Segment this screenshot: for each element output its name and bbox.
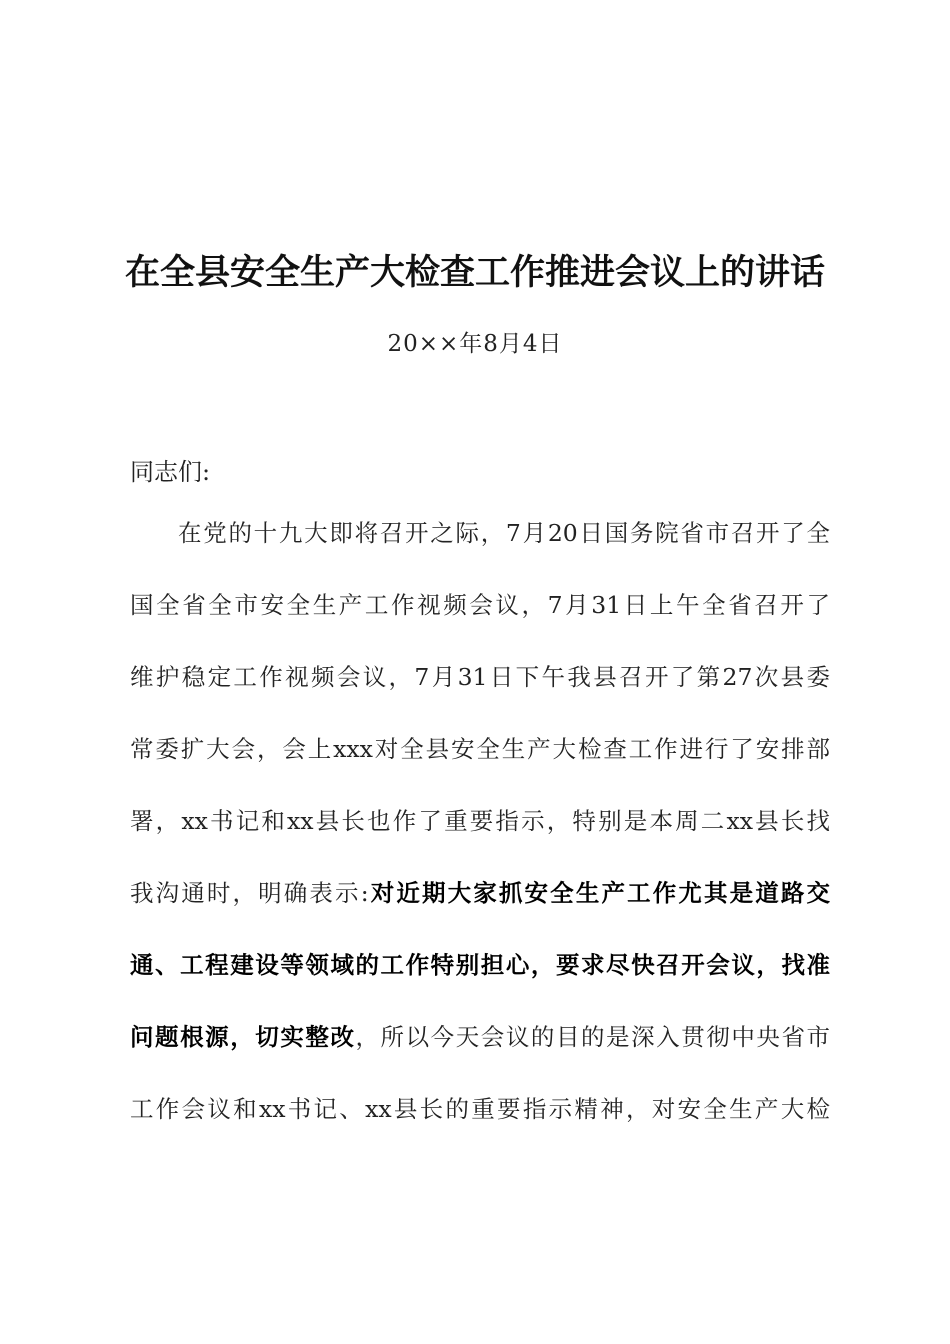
line-text: 在党的十九大即将召开之际，7月20日国务院省市召开了全 — [178, 519, 830, 547]
paragraph-line — [130, 867, 830, 939]
paragraph-line — [130, 579, 830, 651]
paragraph-line — [130, 1083, 830, 1155]
paragraph-line — [130, 795, 830, 867]
line-text: 我沟通时，明确表示: — [130, 879, 369, 907]
paragraph-line — [130, 1011, 830, 1083]
paragraph-line — [130, 651, 830, 723]
line-text: 常委扩大会，会上xxx对全县安全生产大检查工作进行了安排部 — [130, 735, 830, 763]
paragraph-line — [130, 939, 830, 1011]
paragraph-line — [130, 507, 830, 579]
salutation: 同志们: — [130, 458, 211, 486]
paragraph-line — [130, 723, 830, 795]
emphasized-text: 对近期大家抓安全生产工作尤其是道路交 — [368, 879, 831, 907]
document-title: 在全县安全生产大检查工作推进会议上的讲话 — [124, 252, 825, 293]
emphasized-text: 通、工程建设等领域的工作特别担心，要求尽快召开会议，找准 — [130, 951, 830, 979]
body-paragraph — [130, 507, 830, 1155]
emphasized-text: 问题根源，切实整改 — [130, 1023, 356, 1051]
line-text: 工作会议和xx书记、xx县长的重要指示精神，对安全生产大检 — [130, 1095, 830, 1123]
document-date: 20××年8月4日 — [387, 331, 563, 357]
line-text: 维护稳定工作视频会议，7月31日下午我县召开了第27次县委 — [130, 663, 830, 691]
line-text: 署，xx书记和xx县长也作了重要指示，特别是本周二xx县长找 — [130, 807, 830, 835]
line-text: 国全省全市安全生产工作视频会议，7月31日上午全省召开了 — [130, 591, 830, 619]
line-text: ，所以今天会议的目的是深入贯彻中央省市 — [355, 1023, 830, 1051]
